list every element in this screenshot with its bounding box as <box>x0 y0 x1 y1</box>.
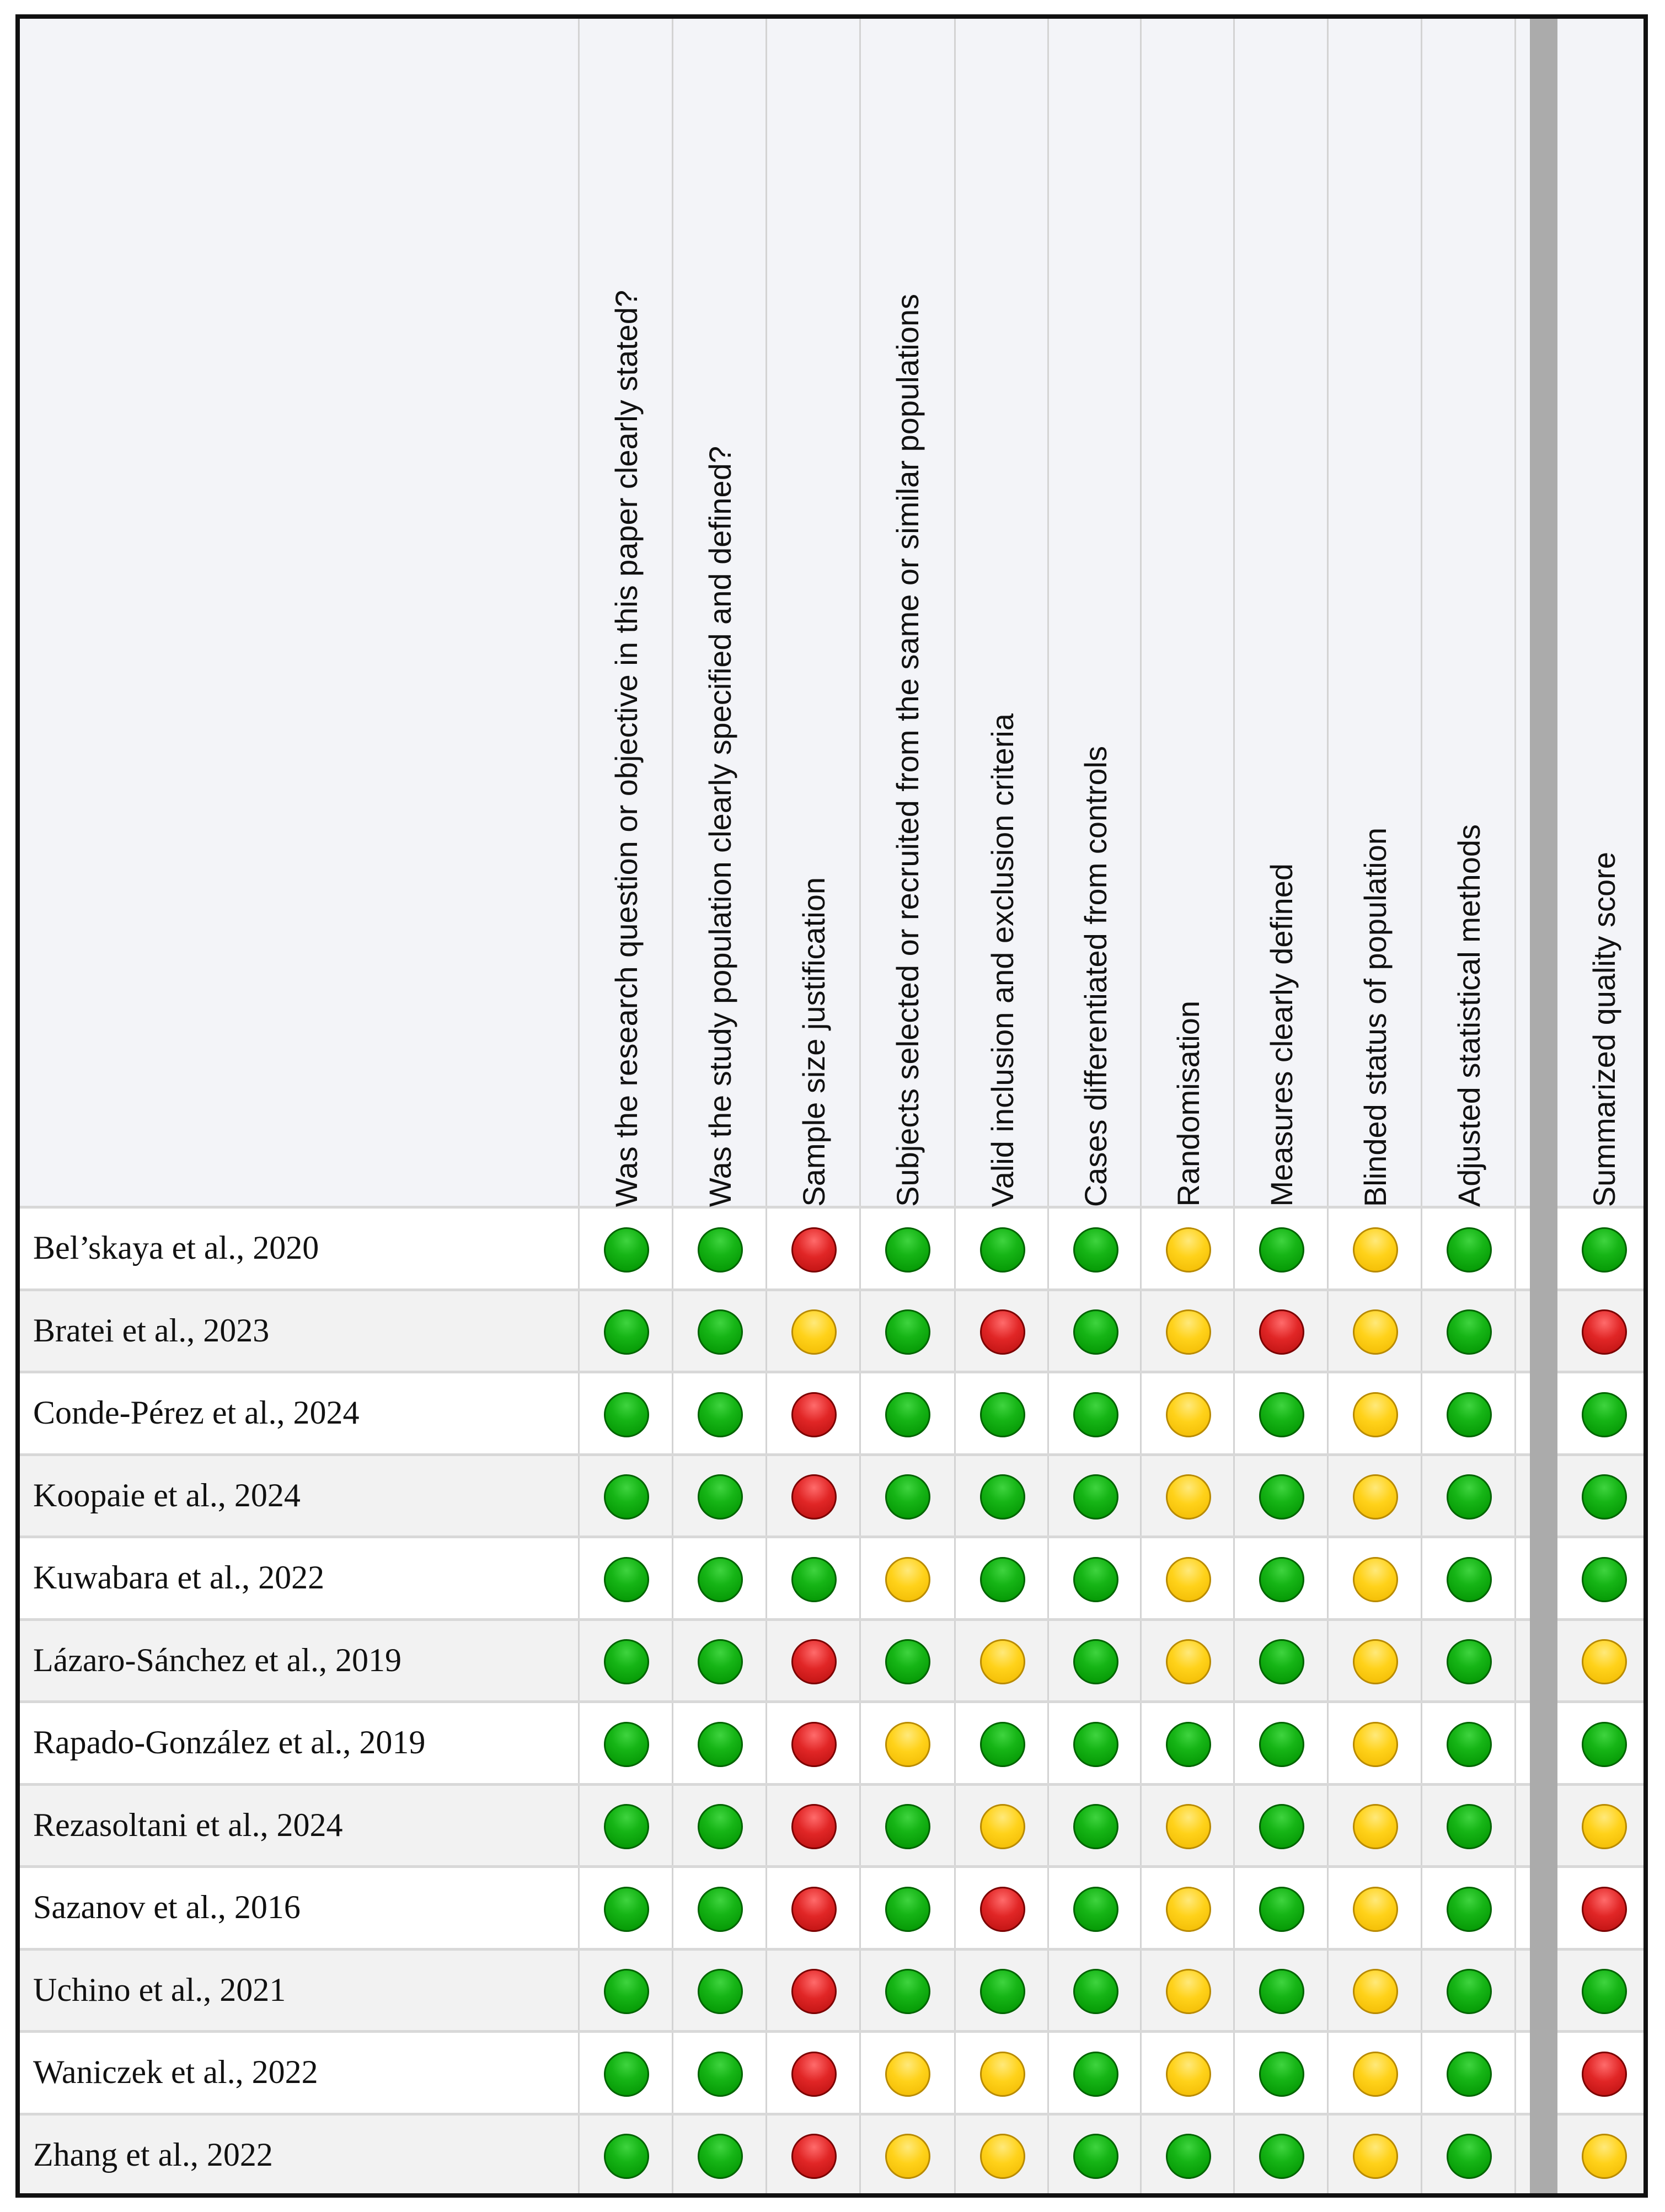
rating-dot-low <box>1259 1969 1304 2014</box>
column-header-label: Summarized quality score <box>1587 851 1621 1207</box>
rating-dot-low <box>1073 1969 1118 2014</box>
rating-dot-high <box>980 1309 1025 1355</box>
rating-dot-low <box>1582 1392 1627 1437</box>
rating-dot-low <box>1073 1722 1118 1767</box>
rating-dot-low <box>885 1474 930 1520</box>
rating-dot-low <box>1259 2052 1304 2097</box>
rating-dot-low <box>698 1804 743 1849</box>
rating-dot-low <box>1447 1969 1492 2014</box>
rating-dot-unclear <box>1166 1969 1211 2014</box>
study-label: Waniczek et al., 2022 <box>33 2054 318 2091</box>
rating-dot-low <box>1447 1639 1492 1684</box>
rating-dot-low <box>1073 1887 1118 1932</box>
rating-dot-low <box>885 1804 930 1849</box>
column-header <box>956 19 1050 1207</box>
study-label: Conde-Pérez et al., 2024 <box>33 1394 360 1431</box>
rating-dot-high <box>791 1474 837 1520</box>
rating-dot-unclear <box>1353 1392 1398 1437</box>
rating-dot-unclear <box>1166 1474 1211 1520</box>
rating-dot-unclear <box>1353 2134 1398 2179</box>
rating-dot-low <box>1447 1887 1492 1932</box>
column-header-label: Subjects selected or recruited from the same or similar populations <box>890 294 925 1207</box>
rating-dot-low <box>604 1969 649 2014</box>
column-header <box>580 19 673 1207</box>
column-header <box>673 19 767 1207</box>
rating-dot-high <box>791 1969 837 2014</box>
rating-dot-low <box>698 1639 743 1684</box>
rating-dot-unclear <box>1166 1227 1211 1273</box>
column-header <box>767 19 861 1207</box>
rating-dot-unclear <box>1166 1804 1211 1849</box>
rating-dot-low <box>980 1969 1025 2014</box>
rating-dot-low <box>1073 1557 1118 1602</box>
column-header-label: Adjusted statistical methods <box>1452 824 1486 1207</box>
study-label: Bel’skaya et al., 2020 <box>33 1230 319 1266</box>
rating-dot-high <box>791 2052 837 2097</box>
rating-dot-low <box>698 2052 743 2097</box>
column-header <box>1557 19 1648 1207</box>
rating-dot-low <box>1582 1227 1627 1273</box>
rating-dot-low <box>604 1639 649 1684</box>
column-header <box>861 19 955 1207</box>
rating-dot-low <box>980 1722 1025 1767</box>
rating-dot-unclear <box>980 1804 1025 1849</box>
study-label: Sazanov et al., 2016 <box>33 1889 301 1926</box>
rating-dot-low <box>604 1474 649 1520</box>
rating-dot-low <box>980 1474 1025 1520</box>
rating-dot-low <box>1073 1309 1118 1355</box>
column-header-label: Valid inclusion and exclusion criteria <box>985 713 1020 1207</box>
column-header <box>1235 19 1329 1207</box>
rating-dot-low <box>1447 1474 1492 1520</box>
rating-dot-unclear <box>1582 2134 1627 2179</box>
study-label: Bratei et al., 2023 <box>33 1312 270 1349</box>
rating-dot-unclear <box>1166 1887 1211 1932</box>
rating-dot-low <box>1447 2134 1492 2179</box>
rating-dot-unclear <box>1166 1392 1211 1437</box>
rating-dot-unclear <box>1582 1804 1627 1849</box>
rating-dot-high <box>791 1392 837 1437</box>
rating-dot-low <box>1259 1887 1304 1932</box>
rating-dot-unclear <box>1353 1887 1398 1932</box>
rating-dot-low <box>698 1722 743 1767</box>
column-header-label: Blinded status of population <box>1358 827 1393 1207</box>
rating-dot-low <box>1259 1227 1304 1273</box>
rating-dot-low <box>885 1227 930 1273</box>
rating-dot-low <box>604 1309 649 1355</box>
rating-dot-high <box>791 1887 837 1932</box>
column-header <box>1329 19 1422 1207</box>
rating-dot-low <box>885 1639 930 1684</box>
rating-dot-low <box>604 1557 649 1602</box>
rating-dot-low <box>1073 1804 1118 1849</box>
rating-dot-low <box>1259 1392 1304 1437</box>
rating-dot-low <box>885 1309 930 1355</box>
rating-dot-low <box>1073 1392 1118 1437</box>
rating-dot-low <box>791 1557 837 1602</box>
rating-dot-low <box>1582 1474 1627 1520</box>
rating-dot-low <box>1073 2134 1118 2179</box>
rating-dot-low <box>1073 1227 1118 1273</box>
rating-dot-low <box>1073 1639 1118 1684</box>
rating-dot-low <box>1259 1722 1304 1767</box>
column-header <box>1142 19 1235 1207</box>
rating-dot-low <box>698 1309 743 1355</box>
rating-dot-unclear <box>980 2052 1025 2097</box>
column-header <box>1422 19 1516 1207</box>
rating-dot-unclear <box>1353 1722 1398 1767</box>
rating-dot-unclear <box>1166 1557 1211 1602</box>
study-label: Rapado-González et al., 2019 <box>33 1724 426 1761</box>
rating-dot-unclear <box>1166 1639 1211 1684</box>
column-header-label: Randomisation <box>1171 1001 1206 1207</box>
rating-dot-low <box>1259 1474 1304 1520</box>
rating-dot-unclear <box>1353 1804 1398 1849</box>
rating-dot-low <box>1447 1309 1492 1355</box>
rating-dot-low <box>698 2134 743 2179</box>
rating-dot-low <box>885 1392 930 1437</box>
rating-dot-high <box>1582 2052 1627 2097</box>
rating-dot-low <box>1447 1557 1492 1602</box>
rating-dot-low <box>1259 1557 1304 1602</box>
study-label: Zhang et al., 2022 <box>33 2136 273 2173</box>
column-header-label: Cases differentiated from controls <box>1078 745 1113 1207</box>
rating-dot-low <box>980 1227 1025 1273</box>
rating-dot-unclear <box>1353 1309 1398 1355</box>
rating-dot-high <box>791 1804 837 1849</box>
rating-dot-high <box>791 1227 837 1273</box>
rating-dot-unclear <box>1353 1227 1398 1273</box>
column-header-label: Was the study population clearly specified and defined? <box>703 445 737 1207</box>
study-label: Lázaro-Sánchez et al., 2019 <box>33 1641 401 1678</box>
rating-dot-high <box>1582 1887 1627 1932</box>
study-label: Uchino et al., 2021 <box>33 1971 286 2008</box>
study-label: Kuwabara et al., 2022 <box>33 1559 325 1596</box>
rating-dot-low <box>1447 1804 1492 1849</box>
rating-dot-unclear <box>885 1557 930 1602</box>
rating-dot-high <box>791 2134 837 2179</box>
rating-dot-low <box>1166 2134 1211 2179</box>
rating-dot-low <box>980 1392 1025 1437</box>
column-header-label: Was the research question or objective in this paper clearly stated? <box>609 289 644 1207</box>
rating-dot-low <box>1582 1969 1627 2014</box>
rating-dot-low <box>604 1227 649 1273</box>
rating-dot-low <box>1259 1639 1304 1684</box>
rating-dot-unclear <box>1353 1969 1398 2014</box>
quality-assessment-table <box>15 14 1648 2198</box>
rating-dot-low <box>1582 1722 1627 1767</box>
rating-dot-low <box>980 1557 1025 1602</box>
study-label: Rezasoltani et al., 2024 <box>33 1806 343 1843</box>
rating-dot-low <box>698 1392 743 1437</box>
rating-dot-low <box>885 1887 930 1932</box>
column-header-label: Measures clearly defined <box>1264 863 1299 1207</box>
rating-dot-unclear <box>1166 2052 1211 2097</box>
rating-dot-high <box>1259 1309 1304 1355</box>
rating-dot-unclear <box>1353 2052 1398 2097</box>
rating-dot-unclear <box>1582 1639 1627 1684</box>
rating-dot-low <box>604 1804 649 1849</box>
rating-dot-unclear <box>1353 1639 1398 1684</box>
rating-dot-high <box>1582 1309 1627 1355</box>
column-header-label: Sample size justification <box>796 877 831 1207</box>
rating-dot-low <box>604 2052 649 2097</box>
rating-dot-low <box>698 1557 743 1602</box>
rating-dot-low <box>604 1887 649 1932</box>
rating-dot-unclear <box>980 1639 1025 1684</box>
rating-dot-low <box>1259 2134 1304 2179</box>
rating-dot-high <box>791 1722 837 1767</box>
rating-dot-unclear <box>885 2052 930 2097</box>
rating-dot-high <box>980 1887 1025 1932</box>
rating-dot-low <box>1447 2052 1492 2097</box>
rating-dot-unclear <box>885 1722 930 1767</box>
rating-dot-low <box>604 2134 649 2179</box>
rating-dot-unclear <box>1166 1309 1211 1355</box>
rating-dot-unclear <box>1353 1557 1398 1602</box>
summary-separator-bar <box>1530 19 1557 2193</box>
rating-dot-high <box>791 1639 837 1684</box>
rating-dot-low <box>698 1474 743 1520</box>
column-header <box>1049 19 1143 1207</box>
rating-dot-low <box>698 1969 743 2014</box>
rating-dot-low <box>885 1969 930 2014</box>
rating-dot-unclear <box>885 2134 930 2179</box>
rating-dot-unclear <box>980 2134 1025 2179</box>
study-label: Koopaie et al., 2024 <box>33 1477 301 1513</box>
rating-dot-unclear <box>791 1309 837 1355</box>
rating-dot-low <box>1073 1474 1118 1520</box>
rating-dot-low <box>1073 2052 1118 2097</box>
rating-dot-low <box>1259 1804 1304 1849</box>
rating-dot-low <box>698 1887 743 1932</box>
rating-dot-low <box>1166 1722 1211 1767</box>
rating-dot-low <box>1447 1392 1492 1437</box>
rating-dot-low <box>1582 1557 1627 1602</box>
rating-dot-low <box>1447 1227 1492 1273</box>
rating-dot-low <box>604 1722 649 1767</box>
rating-dot-low <box>698 1227 743 1273</box>
rating-dot-low <box>604 1392 649 1437</box>
rating-dot-unclear <box>1353 1474 1398 1520</box>
rating-dot-low <box>1447 1722 1492 1767</box>
